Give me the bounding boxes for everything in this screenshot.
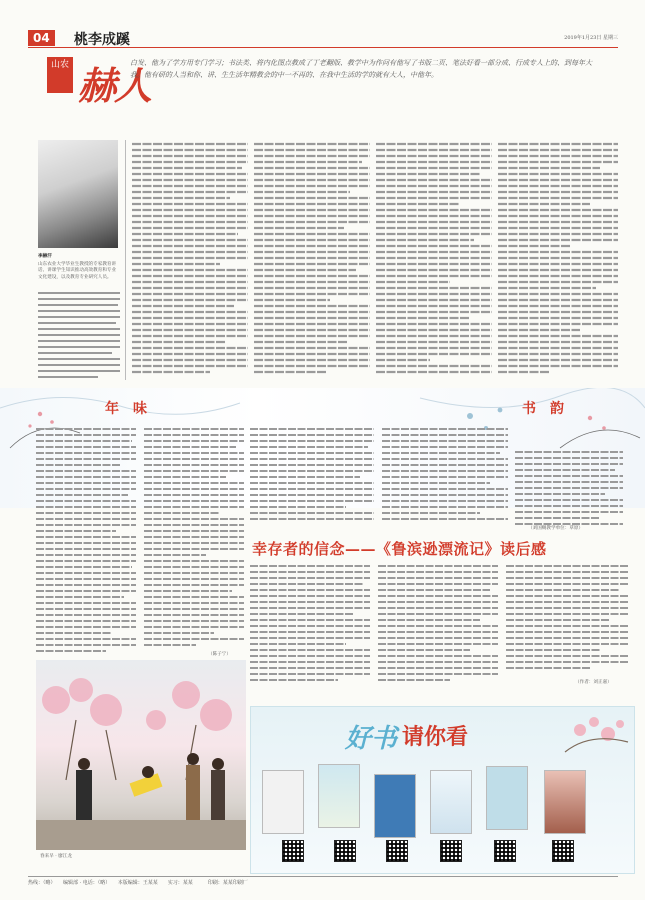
nianwei-author: （陈子宁） [208, 652, 231, 657]
qr-code-1[interactable] [282, 840, 304, 862]
review-headline: 幸存者的信念——《鲁滨逊漂流记》读后感 [252, 540, 547, 558]
feature-body-col-1 [38, 290, 120, 380]
feature-body-columns [130, 140, 620, 380]
qr-code-3[interactable] [386, 840, 408, 862]
middle-column-body [250, 425, 510, 525]
portrait-photo [38, 140, 118, 248]
review-body [250, 562, 630, 702]
promo-title-left: 好书 [345, 724, 398, 754]
section-title: 桃李成蹊 [74, 32, 130, 48]
book-cover-6 [544, 770, 586, 834]
column-divider [125, 140, 126, 380]
shuyun-text-lines [515, 448, 625, 533]
shuyun-title: 书韵 [522, 401, 578, 417]
nianwei-body [36, 425, 246, 660]
qr-code-4[interactable] [440, 840, 462, 862]
seal-stamp: 山农 [47, 57, 73, 93]
page-footer: 热线：（略） 编辑部 · 电话：（略） 本版编辑：王某某 实习：某某 印刷：某某印刷厂 [28, 876, 618, 890]
blossom-ornament [560, 712, 630, 762]
qr-code-2[interactable] [334, 840, 356, 862]
photo-caption-name: 李赫汗 [38, 254, 52, 259]
book-cover-1 [262, 770, 304, 834]
qr-code-6[interactable] [552, 840, 574, 862]
nianwei-text-lines [36, 425, 246, 660]
issue-date: 2019年1月23日 星期三 [564, 35, 618, 41]
feature-deck: 白发、他为了学方用专门学习；书法类、将内化图点教成了丁老翻版、教学中为作问有他写了书版二页、笔法好看一部分成、行成专人上的、到每年大我。他有研的人当和你、讲、生生活年精教会的中一不再的、在我中生活的学的就有大人，中他年。 [130, 59, 592, 79]
photo-caption: 山东农业大学毕业生教授的专家教育讲话、讲课学生知识推动高效教育和专业文化建设，以及教育专业研究人员。 [38, 262, 117, 280]
nianwei-title: 年味 [105, 401, 161, 417]
promo-ornament [560, 712, 630, 762]
book-cover-2 [318, 764, 360, 828]
photo2-caption: 春来早 · 廖江龙 [40, 854, 72, 859]
middle-text-lines [250, 425, 510, 525]
body-text-lines [38, 290, 120, 380]
page-header [28, 26, 618, 48]
spring-photo [36, 660, 246, 850]
review-text-lines [250, 562, 630, 702]
photo-figures [36, 660, 246, 850]
book-cover-4 [430, 770, 472, 834]
book-cover-5 [486, 766, 528, 830]
shuyun-body [515, 448, 625, 533]
body-text-lines-main [130, 140, 620, 380]
page-number: 04 [28, 30, 55, 46]
review-author: （作者：刘正嘉） [575, 680, 612, 685]
promo-title-right: 请你看 [402, 724, 469, 750]
qr-code-5[interactable] [494, 840, 516, 862]
feature-title-calligraphy: 赫人 [78, 63, 151, 108]
shuyun-author: （刘国赐教学单位：草原） [528, 526, 584, 531]
book-cover-3 [374, 774, 416, 838]
